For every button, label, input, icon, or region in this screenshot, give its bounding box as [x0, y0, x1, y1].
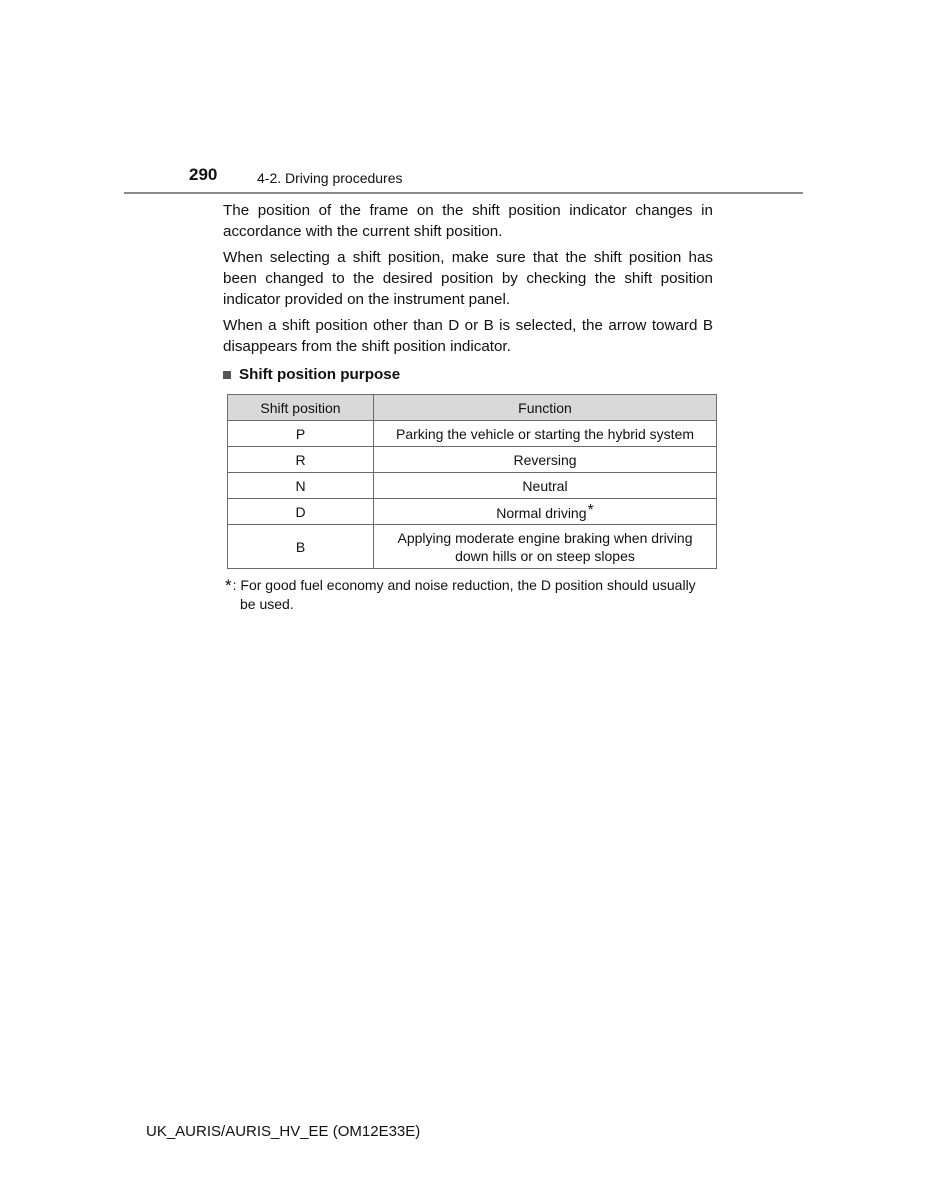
table-header-row [228, 395, 717, 421]
cell-position: P [228, 421, 374, 447]
document-code: UK_AURIS/AURIS_HV_EE (OM12E33E) [146, 1123, 421, 1140]
cell-function [374, 499, 717, 525]
cell-position: R [228, 447, 374, 473]
cell-position: B [228, 525, 374, 569]
function-text: Normal driving [496, 505, 587, 521]
footnote-star: * [225, 576, 232, 595]
section-title: 4-2. Driving procedures [257, 170, 403, 186]
cell-function: Parking the vehicle or starting the hybrid system [374, 421, 717, 447]
cell-position: N [228, 473, 374, 499]
table-row [228, 525, 717, 569]
table-row [228, 421, 717, 447]
footnote-line-1 [225, 576, 715, 595]
footnote-marker: * [587, 502, 594, 519]
cell-function: Reversing [374, 447, 717, 473]
table-row [228, 499, 717, 525]
header-divider [124, 192, 803, 194]
header-function: Function [374, 395, 717, 421]
footnote-line-2: be used. [240, 596, 294, 612]
subheading [223, 364, 713, 385]
subheading-text: Shift position purpose [239, 366, 401, 383]
function-line-1: Applying moderate engine braking when driving [397, 529, 693, 546]
header-shift-position: Shift position [228, 395, 374, 421]
cell-function: Neutral [374, 473, 717, 499]
cell-position: D [228, 499, 374, 525]
cell-function [374, 525, 717, 569]
body-content [223, 200, 713, 385]
table-row [228, 447, 717, 473]
footnote [225, 576, 715, 614]
square-bullet-icon [223, 371, 231, 379]
page-number: 290 [189, 165, 218, 184]
paragraph-frame-position: The position of the frame on the shift position indicator changes in accordance with the current shift position. [223, 202, 713, 240]
function-line-2: down hills or on steep slopes [455, 547, 635, 564]
paragraph-arrow-disappears: When a shift position other than D or B is selected, the arrow toward B disappears from the shift position indicator. [223, 317, 713, 355]
paragraph-check-indicator: When selecting a shift position, make sure that the shift position has been changed to the desired position by checking the shift position indicator provided on the instrument panel. [223, 249, 713, 308]
footnote-text: : For good fuel economy and noise reduction, the D position should usually [232, 577, 696, 593]
table-row [228, 473, 717, 499]
shift-position-table [227, 394, 717, 569]
